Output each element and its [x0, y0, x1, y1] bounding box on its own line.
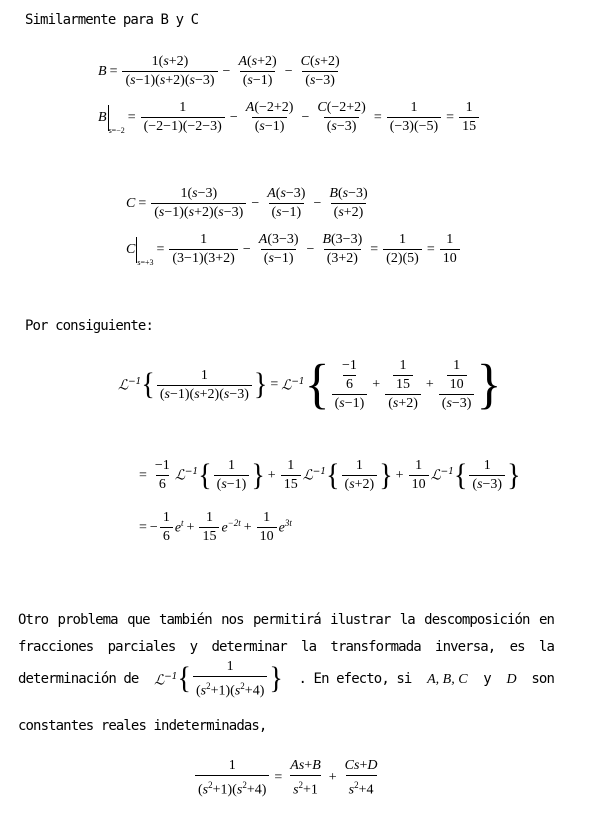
- equation-inverse-3: = − $\frac{1}{6}$ $e^t$ + $\frac{1}{15}$ $e^{-2t}$ + $\frac{1}{10}$ $e^{3t}$: [139, 510, 292, 544]
- determination-text: determinación de: [18, 670, 139, 687]
- problem-paragraph: [18, 609, 554, 659]
- and-text: y: [483, 670, 491, 687]
- paragraph-line-2: fracciones parciales y determinar la transformada inversa, es la: [18, 639, 554, 655]
- constant-d: D: [506, 671, 516, 687]
- paragraph-line-3: [18, 658, 554, 700]
- consequence-text: Por consiguiente:: [25, 318, 153, 334]
- equation-b: B = $\frac{1(s+2)}{(s-1)(s+2)(s-3)}$ − $\frac{A(s+2)}{(s-1)}$ − $\frac{C(s+2)}{(s-3)}$: [98, 54, 340, 88]
- equation-inverse-2: = $\frac{-1}{6}$ ℒ$^{-1}$ { $\frac{1}{(s-1)}$ } + $\frac{1}{15}$ ℒ$^{-1}$ { $\frac{1}{(s+2)}$ } + $\frac{1}{10}$ ℒ$^{-1}$ { $\frac{1}{(s-3)}$ }: [139, 457, 521, 492]
- equation-b-evaluated: B $_{s=-2}$ = $\frac{1}{(-2-1)(-2-3)}$ − $\frac{A(-2+2)}{(s-1)}$ − $\frac{C(-2+2)}{(s-3)}$ = $\frac{1}{(-3)(-5)}$ = $\frac{1}{15}$: [98, 100, 481, 135]
- intro-text: Similarmente para B y C: [25, 12, 199, 28]
- paragraph-line-4: constantes reales indeterminadas,: [18, 718, 267, 734]
- equation-partial-fractions: $\frac{1}{(s^2+1)(s^2+4)}$ = $\frac{As+B}{s^2+1}$ + $\frac{Cs+D}{s^2+4}$: [193, 758, 382, 799]
- inline-inverse-transform: ℒ$^{-1}$ { $\frac{1}{(s^2+1)(s^2+4)}$ }: [154, 658, 283, 699]
- equation-c: C = $\frac{1(s-3)}{(s-1)(s+2)(s-3)}$ − $\frac{A(s-3)}{(s-1)}$ − $\frac{B(s-3)}{(s+2)}$: [126, 186, 368, 220]
- constants-abc: A, B, C: [427, 671, 468, 687]
- equation-c-evaluated: C $_{s=+3}$ = $\frac{1}{(3-1)(3+2)}$ − $\frac{A(3-3)}{(s-1)}$ − $\frac{B(3-3)}{(3+2)}$ = $\frac{1}{(2)(5)}$ = $\frac{1}{10}$: [126, 232, 462, 267]
- in-effect-text: . En efecto, si: [298, 670, 412, 687]
- are-text: son: [531, 670, 554, 687]
- paragraph-line-1: Otro problema que también nos permitirá ilustrar la descomposición en: [18, 612, 554, 628]
- equation-inverse-1: ℒ$^{-1}$ { $\frac{1}{(s-1)(s+2)(s-3)}$ } = ℒ$^{-1}$ { $\frac{\frac{-1}{6}}{(s-1)}$ + $\frac{\frac{1}{15}}{(s+2)}$ + $\frac{\frac{1}{10}}{(s-3)}$ }: [118, 354, 502, 415]
